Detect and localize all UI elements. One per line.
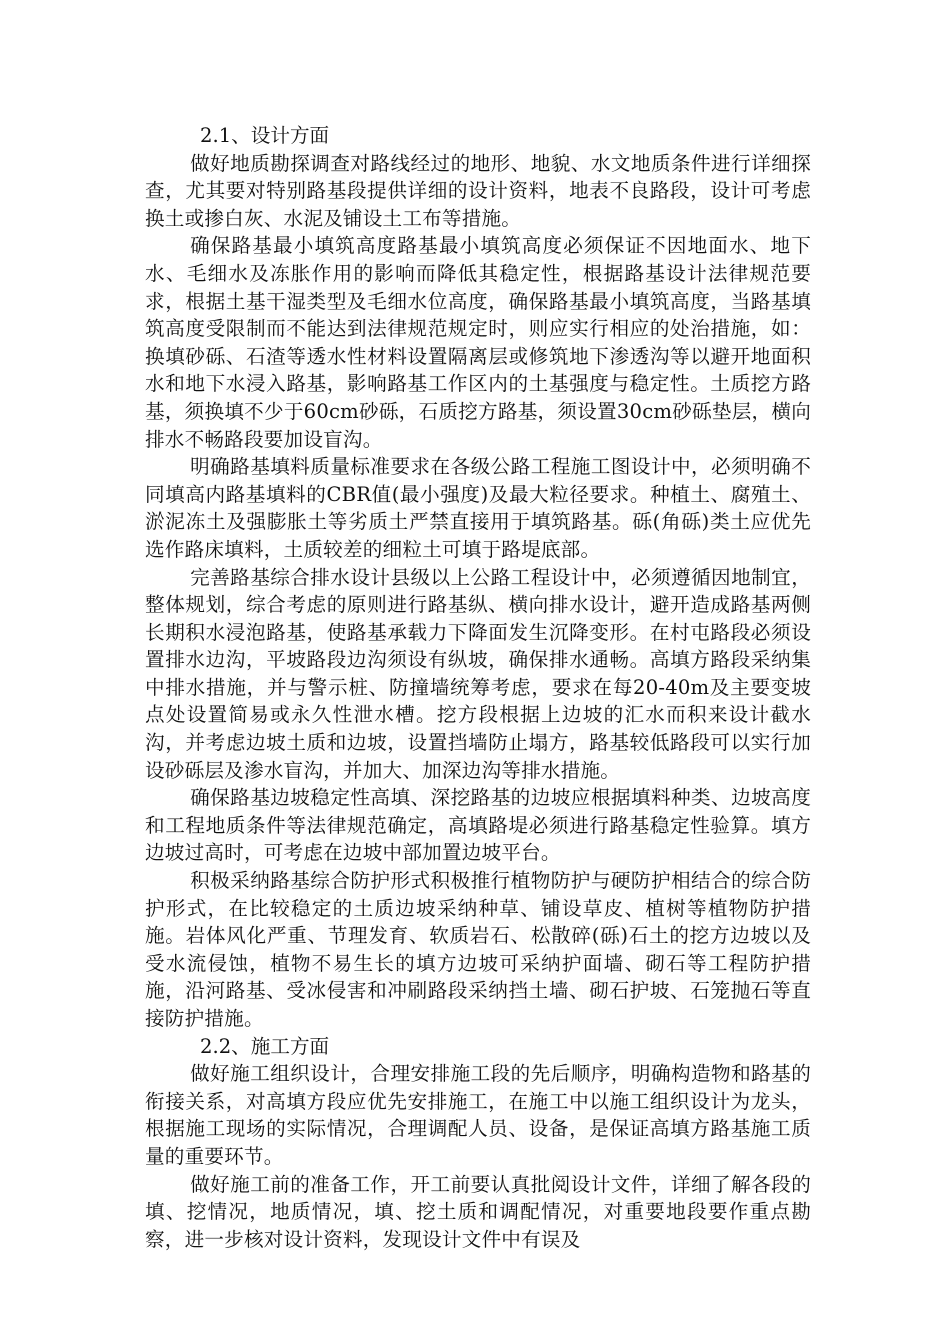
section-heading-design: 2.1、设计方面 — [200, 124, 330, 147]
paragraph-geological-survey: 做好地质勘探调查对路线经过的地形、地貌、水文地质条件进行详细探查，尤其要对特别路基段提供详细的设计资料，地表不良路段，设计可考虑换土或掺白灰、水泥及铺设土工布等措施。 — [145, 151, 811, 230]
paragraph-min-fill-height: 确保路基最小填筑高度路基最小填筑高度必须保证不因地面水、地下水、毛细水及冻胀作用的影响而降低其稳定性，根据路基设计法律规范要求，根据土基干湿类型及毛细水位高度，确保路基最小填筑高度，当路基填筑高度受限制而不能达到法律规范规定时，则应实行相应的处治措施，如：换填砂砾、石渣等透水性材料设置隔离层或修筑地下渗透沟等以避开地面积水和地下水浸入路基，影响路基工作区内的土基强度与稳定性。土质挖方路基，须换填不少于60cm砂砾，石质挖方路基，须设置30cm砂砾垫层，横向排水不畅路段要加设盲沟。 — [145, 234, 811, 451]
paragraph-preparation-work: 做好施工前的准备工作，开工前要认真批阅设计文件，详细了解各段的填、挖情况，地质情况，填、挖土质和调配情况，对重要地段要作重点勘察，进一步核对设计资料，发现设计文件中有误及 — [145, 1172, 811, 1251]
document-body — [145, 122, 811, 1253]
paragraph-drainage-design: 完善路基综合排水设计县级以上公路工程设计中，必须遵循因地制宜，整体规划，综合考虑的原则进行路基纵、横向排水设计，避开造成路基两侧长期积水浸泡路基，使路基承载力下降面发生沉降变形。在村屯路段必须设置排水边沟，平坡路段边沟须设有纵坡，确保排水通畅。高填方路段采纳集中排水措施，并与警示桩、防撞墙统筹考虑，要求在每20-40m及主要变坡点处设置简易或永久性泄水槽。挖方段根据上边坡的汇水而积来设计截水沟，并考虑边坡土质和边坡，设置挡墙防止塌方，路基较低路段可以实行加设砂砾层及渗水盲沟，并加大、加深边沟等排水措施。 — [145, 565, 811, 782]
paragraph-slope-stability: 确保路基边坡稳定性高填、深挖路基的边坡应根据填料种类、边坡高度和工程地质条件等法律规范确定，高填路堤必须进行路基稳定性验算。填方边坡过高时，可考虑在边坡中部加置边坡平台。 — [145, 786, 811, 865]
paragraph-slope-protection: 积极采纳路基综合防护形式积极推行植物防护与硬防护相结合的综合防护形式，在比较稳定的土质边坡采纳种草、铺设草皮、植树等植物防护措施。岩体风化严重、节理发育、软质岩石、松散碎(砾)石土的挖方边坡以及受水流侵蚀，植物不易生长的填方边坡可采纳护面墙、砌石等工程防护措施，沿河路基、受冰侵害和冲刷路段采纳挡土墙、砌石护坡、石笼抛石等直接防护措施。 — [145, 869, 811, 1030]
section-heading-construction: 2.2、施工方面 — [200, 1034, 330, 1058]
paragraph-construction-organization: 做好施工组织设计，合理安排施工段的先后顺序，明确构造物和路基的衔接关系，对高填方段应优先安排施工，在施工中以施工组织设计为龙头，根据施工现场的实际情况，合理调配人员、设备，是保证高填方路基施工质量的重要环节。 — [145, 1062, 811, 1168]
paragraph-fill-material-quality: 明确路基填料质量标准要求在各级公路工程施工图设计中，必须明确不同填高内路基填料的CBR值(最小强度)及最大粒径要求。种植土、腐殖土、淤泥冻土及强膨胀土等劣质土严禁直接用于填筑路基。砾(角砾)类土应优先选作路床填料，土质较差的细粒土可填于路堤底部。 — [145, 455, 811, 561]
